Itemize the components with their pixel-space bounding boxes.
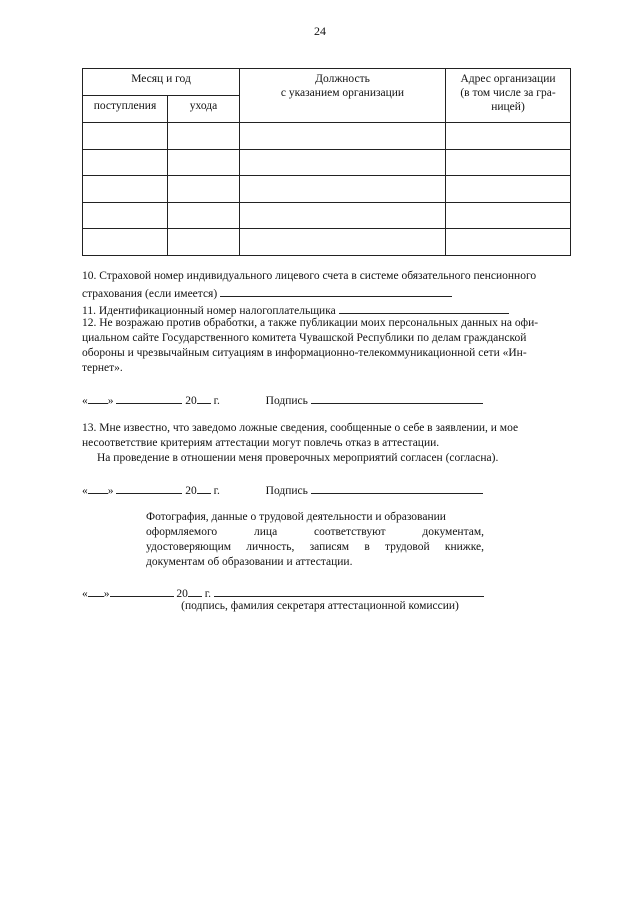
table-cell [446,202,571,229]
year-field[interactable] [197,391,211,404]
employment-table [82,68,571,256]
day-field[interactable] [88,391,108,404]
quote-open: « [82,485,88,497]
month-field[interactable] [116,481,182,494]
table-row [83,202,571,229]
table-cell [446,123,571,150]
secretary-signature-field[interactable] [214,584,484,597]
signature-label: Подпись [265,395,308,407]
table-row [83,229,571,256]
inn-field[interactable] [339,301,509,314]
header-position [240,69,446,123]
signature-field[interactable] [311,391,483,404]
secretary-note-line1: Фотография, данные о трудовой деятельности и образовании [146,511,446,523]
item-12-line3: обороны и чрезвычайным ситуациям в информационно-телекоммуникационной сети «Ин- [82,347,527,359]
consent-text: На проведение в отношении меня проверочных мероприятий согласен (согласна). [97,452,499,464]
item-10-line2 [82,284,602,302]
month-field[interactable] [110,584,174,597]
header-address [446,69,571,123]
header-address-line3: ницей) [491,101,525,113]
secretary-note [146,510,484,570]
header-address-line1: Адрес организации [460,73,556,85]
secretary-note-line2: оформляемого лица соответствуют документам, [146,526,484,538]
year-prefix: 20 [176,588,188,600]
table-cell [83,229,168,256]
item-12-line2: циальном сайте Государственного комитета Чувашской Республики по делам гражданской [82,332,527,344]
year-field[interactable] [197,481,211,494]
table-cell [240,149,446,176]
snils-field[interactable] [220,284,452,297]
table-cell [240,176,446,203]
table-cell [168,149,240,176]
table-cell [168,229,240,256]
date-signature-row-1 [82,391,483,409]
item-13-line2: несоответствие критериям аттестации могут повлечь отказ в аттестации. [82,437,440,449]
item-13 [82,421,602,451]
header-position-line2: с указанием организации [280,87,405,99]
item-11-label: 11. Идентификационный номер налогоплательщика [82,305,336,317]
table-cell [83,149,168,176]
item-10 [82,269,602,302]
table-row [83,149,571,176]
table-cell [446,176,571,203]
secretary-note-line4: документам об образовании и аттестации. [146,556,353,568]
table-cell [83,176,168,203]
quote-close: » [107,395,114,407]
table-cell [83,123,168,150]
table-cell [240,123,446,150]
table-row [83,123,571,150]
year-prefix: 20 [185,485,197,497]
header-address-line2: (в том числе за гра- [460,87,556,99]
quote-close: » [103,588,110,600]
item-10-label: страхования (если имеется) [82,288,218,300]
header-exit: ухода [168,96,240,123]
header-position-line1: Должность [315,73,370,85]
table-cell [240,202,446,229]
quote-close: » [107,485,114,497]
item-10-line1: 10. Страховой номер индивидуального лицевого счета в системе обязательного пенсионного [82,270,537,282]
page-number: 24 [314,24,326,38]
header-month-year: Месяц и год [83,69,240,96]
signature-field[interactable] [311,481,483,494]
secretary-note-line3: удостоверяющим личность, записям в трудовой книжке, [146,541,484,553]
item-12-line1: 12. Не возражаю против обработки, а также публикации моих персональных данных на офи- [82,317,539,329]
item-12-line4: тернет». [82,362,123,374]
table-cell [446,149,571,176]
year-suffix: г. [213,485,220,497]
table-cell [168,202,240,229]
year-prefix: 20 [185,395,197,407]
table-row [83,176,571,203]
table-cell [83,202,168,229]
year-suffix: г. [213,395,220,407]
secretary-caption: (подпись, фамилия секретаря аттестационной комиссии) [181,600,459,612]
item-12 [82,316,602,376]
month-field[interactable] [116,391,182,404]
table-cell [240,229,446,256]
header-entry: поступления [83,96,168,123]
year-field[interactable] [188,584,202,597]
day-field[interactable] [88,584,104,597]
table-cell [168,123,240,150]
table-cell [168,176,240,203]
quote-open: « [82,588,88,600]
item-13-line1: 13. Мне известно, что заведомо ложные сведения, сообщенные о себе в заявлении, и мое [82,422,519,434]
quote-open: « [82,395,88,407]
day-field[interactable] [88,481,108,494]
year-suffix: г. [204,588,212,600]
table-cell [446,229,571,256]
date-signature-row-2 [82,481,483,499]
signature-label: Подпись [265,485,308,497]
